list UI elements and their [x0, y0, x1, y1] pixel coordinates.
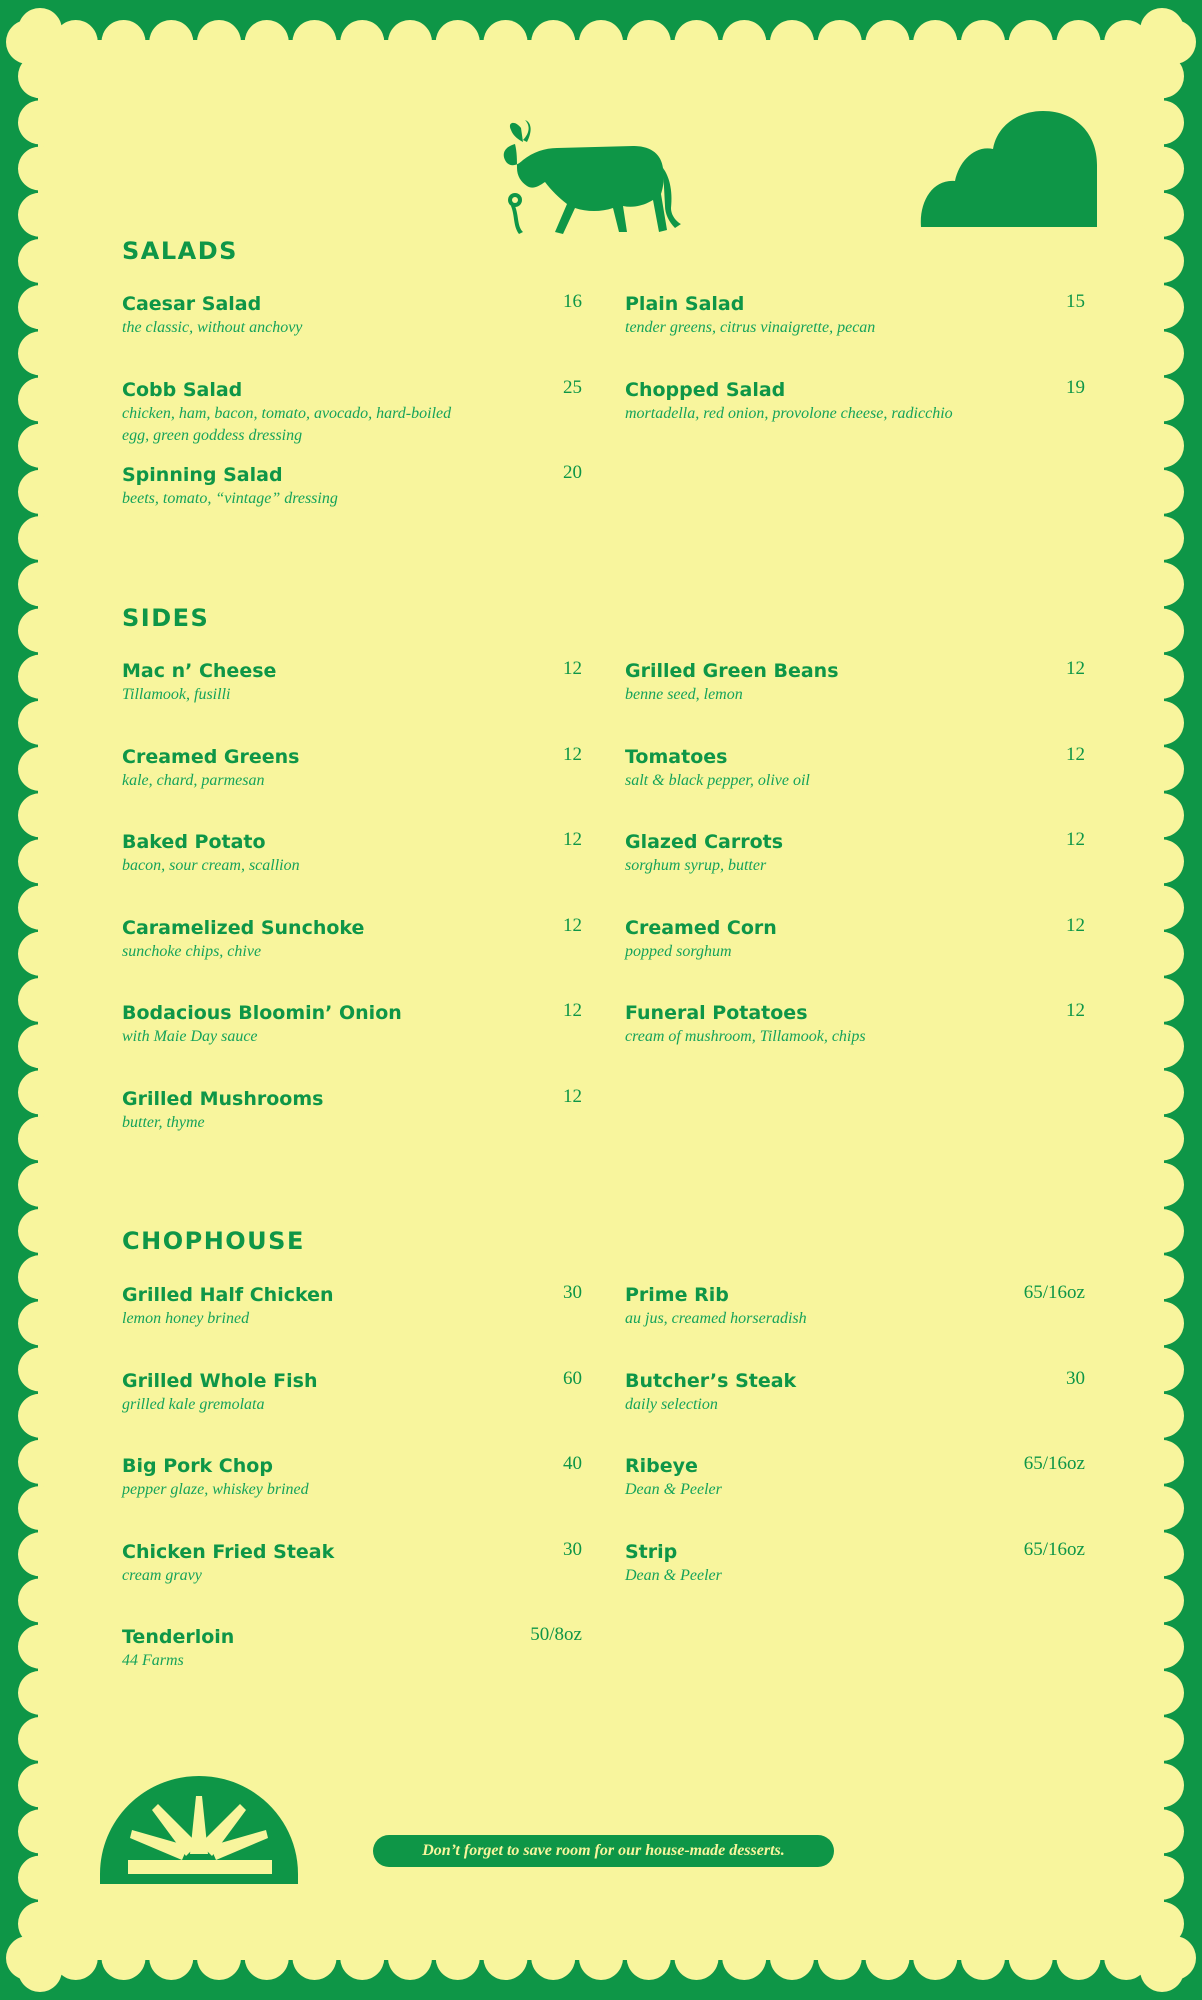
item-name: Chicken Fried Steak	[122, 1540, 335, 1563]
item-price: 12	[1066, 743, 1085, 765]
item-name: Ribeye	[625, 1455, 698, 1477]
item-name: Plain Salad	[625, 293, 745, 315]
item-price: 12	[563, 1085, 582, 1107]
item-price: 15	[1066, 291, 1085, 312]
item-name: Glazed Carrots	[625, 831, 784, 853]
menu-item-chopped-salad	[625, 376, 1085, 439]
sunburst-arch-icon	[100, 1776, 298, 1884]
menu-item-tenderloin	[122, 1626, 582, 1686]
item-price: 12	[563, 1000, 582, 1021]
menu-item-butcher-s-steak	[625, 1367, 1085, 1430]
item-name: Tenderloin	[122, 1626, 235, 1648]
item-description: Dean & Peeler	[625, 1481, 722, 1498]
menu-item-grilled-green-beans	[625, 660, 1085, 720]
item-description: cream of mushroom, Tillamook, chips	[625, 1028, 866, 1045]
item-price: 65/16oz	[1023, 1282, 1085, 1303]
item-description: popped sorghum	[625, 942, 732, 960]
item-description: daily selection	[625, 1395, 718, 1413]
item-description: chicken, ham, bacon, tomato, avocado, hard-boiled egg, green goddess dressing	[122, 404, 452, 444]
item-name: Grilled Mushrooms	[122, 1087, 324, 1110]
item-description: grilled kale gremolata	[122, 1395, 265, 1413]
item-name: Mac n’ Cheese	[122, 660, 277, 682]
menu-item-strip	[625, 1538, 1085, 1601]
item-name: Strip	[625, 1540, 678, 1563]
menu-item-ribeye	[625, 1455, 1085, 1515]
item-name: Spinning Salad	[122, 464, 283, 486]
item-name: Baked Potato	[122, 831, 266, 853]
item-price: 65/16oz	[1023, 1538, 1085, 1560]
item-description: Tillamook, fusilli	[122, 686, 231, 703]
item-name: Grilled Whole Fish	[122, 1369, 318, 1392]
item-price: 25	[563, 376, 582, 398]
menu-item-cobb-salad	[122, 376, 582, 444]
item-description: bacon, sour cream, scallion	[122, 857, 300, 874]
item-description: cream gravy	[122, 1566, 202, 1584]
item-name: Big Pork Chop	[122, 1455, 273, 1477]
item-price: 50/8oz	[530, 1624, 582, 1645]
item-price: 12	[1066, 914, 1085, 936]
menu-item-grilled-half-chicken	[122, 1284, 582, 1344]
menu-item-big-pork-chop	[122, 1455, 582, 1515]
item-name: Creamed Corn	[625, 916, 777, 939]
menu-item-creamed-corn	[625, 914, 1085, 977]
item-description: Dean & Peeler	[625, 1566, 722, 1584]
item-name: Prime Rib	[625, 1284, 729, 1306]
menu-item-prime-rib	[625, 1284, 1085, 1344]
menu-item-baked-potato	[122, 831, 582, 891]
bush-icon	[919, 111, 1100, 227]
item-description: salt & black pepper, olive oil	[625, 771, 810, 789]
item-name: Funeral Potatoes	[625, 1002, 808, 1024]
item-name: Grilled Half Chicken	[122, 1284, 334, 1306]
item-description: pepper glaze, whiskey brined	[122, 1481, 309, 1498]
section-title-salads: SALADS	[122, 237, 238, 265]
item-price: 30	[1066, 1367, 1085, 1389]
item-description: sunchoke chips, chive	[122, 942, 262, 960]
item-description: the classic, without anchovy	[122, 319, 303, 336]
item-name: Grilled Green Beans	[625, 660, 839, 682]
item-description: kale, chard, parmesan	[122, 771, 265, 789]
menu-item-mac-n-cheese	[122, 660, 582, 720]
item-description: beets, tomato, “vintage” dressing	[122, 490, 338, 507]
menu-item-caesar-salad	[122, 293, 582, 353]
item-description: 44 Farms	[122, 1652, 184, 1669]
item-price: 40	[563, 1453, 582, 1474]
menu-item-creamed-greens	[122, 743, 582, 806]
menu-item-tomatoes	[625, 743, 1085, 806]
item-price: 12	[1066, 1000, 1085, 1021]
item-price: 16	[563, 291, 582, 312]
item-name: Bodacious Bloomin’ Onion	[122, 1002, 402, 1024]
item-description: sorghum syrup, butter	[625, 857, 767, 874]
item-description: au jus, creamed horseradish	[625, 1310, 807, 1327]
menu-item-plain-salad	[625, 293, 1085, 353]
item-price: 30	[563, 1538, 582, 1560]
item-price: 12	[563, 914, 582, 936]
menu-item-glazed-carrots	[625, 831, 1085, 891]
item-price: 60	[563, 1367, 582, 1389]
item-description: mortadella, red onion, provolone cheese, radicchio	[625, 404, 953, 422]
item-price: 20	[563, 462, 582, 483]
item-price: 19	[1066, 376, 1085, 398]
menu-item-bodacious-bloomin-onion	[122, 1002, 582, 1062]
item-name: Caramelized Sunchoke	[122, 916, 365, 939]
item-price: 30	[563, 1282, 582, 1303]
item-price: 12	[1066, 829, 1085, 850]
menu-item-funeral-potatoes	[625, 1002, 1085, 1062]
section-title-chophouse: CHOPHOUSE	[122, 1227, 305, 1255]
menu-item-grilled-mushrooms	[122, 1085, 582, 1148]
bull-with-flower-icon	[493, 120, 685, 238]
item-price: 12	[563, 829, 582, 850]
item-name: Creamed Greens	[122, 745, 300, 768]
dessert-reminder-banner: Don’t forget to save room for our house-made desserts.	[373, 1835, 834, 1867]
item-price: 12	[563, 658, 582, 679]
menu-item-spinning-salad	[122, 464, 582, 524]
item-name: Butcher’s Steak	[625, 1369, 797, 1392]
item-name: Tomatoes	[625, 745, 728, 768]
item-name: Cobb Salad	[122, 378, 243, 401]
item-description: benne seed, lemon	[625, 686, 743, 703]
item-name: Chopped Salad	[625, 378, 786, 401]
item-description: tender greens, citrus vinaigrette, pecan	[625, 319, 876, 336]
menu-item-chicken-fried-steak	[122, 1538, 582, 1601]
menu-item-caramelized-sunchoke	[122, 914, 582, 977]
item-price: 12	[563, 743, 582, 765]
menu-item-grilled-whole-fish	[122, 1367, 582, 1430]
item-description: with Maie Day sauce	[122, 1028, 258, 1045]
item-price: 65/16oz	[1023, 1453, 1085, 1474]
section-title-sides: SIDES	[122, 604, 210, 632]
item-description: lemon honey brined	[122, 1310, 250, 1327]
item-name: Caesar Salad	[122, 293, 262, 315]
item-price: 12	[1066, 658, 1085, 679]
item-description: butter, thyme	[122, 1113, 205, 1131]
